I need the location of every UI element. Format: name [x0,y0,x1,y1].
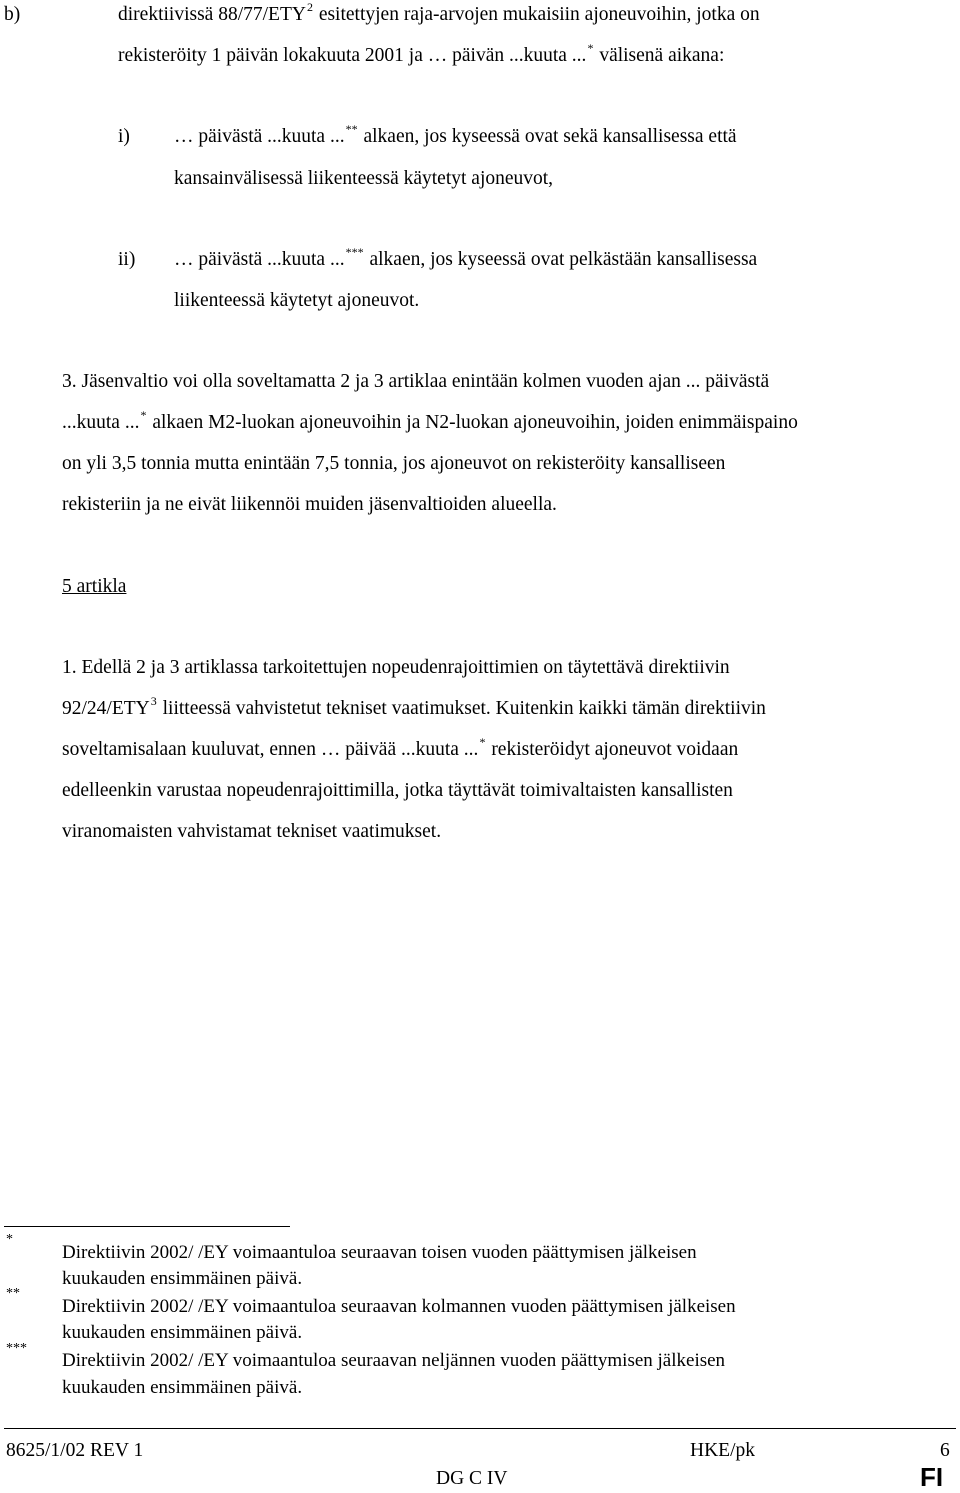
para-1-line-3: soveltamisalaan kuuluvat, ennen … päivää ...kuuta ...* rekisteröidyt ajoneuvot voidaan [62,735,739,760]
section-b-line-1: direktiivissä 88/77/ETY$^2$ esitettyjen raja-arvojen mukaisiin ajoneuvoihin, jotka on [118,0,760,25]
footer-doc-ref: 8625/1/02 REV 1 [6,1440,144,1461]
para-3-line-2: ...kuuta ...* alkaen M2-luokan ajoneuvoihin ja N2-luokan ajoneuvoihin, joiden enimmäispaino [62,408,798,433]
para-1-line-5: viranomaisten vahvistamat tekniset vaatimukset. [62,821,442,842]
item-i-line-2: kansainvälisessä liikenteessä käytetyt ajoneuvot, [174,168,554,189]
para-1-line-4: edelleenkin varustaa nopeudenrajoittimilla, jotka täyttävät toimivaltaisten kansallisten [62,780,733,801]
footer-rule [4,1428,956,1429]
footer-page-number: 6 [940,1440,950,1461]
footnote-1-mark: * [6,1232,13,1247]
section-b-label: b) [4,4,21,25]
para-3-line-4: rekisteriin ja ne eivät liikennöi muiden jäsenvaltioiden alueella. [62,494,557,515]
item-i-label: i) [118,126,130,147]
item-ii-line-1: … päivästä ...kuuta ...*** alkaen, jos kyseessä ovat pelkästään kansallisessa [174,245,758,270]
item-ii-label: ii) [118,249,136,270]
footnote-3-line-1: Direktiivin 2002/ /EY voimaantuloa seuraavan neljännen vuoden päättymisen jälkeisen [62,1350,726,1371]
footnote-2-line-1: Direktiivin 2002/ /EY voimaantuloa seuraavan kolmannen vuoden päättymisen jälkeisen [62,1296,736,1317]
article-5-heading: 5 artikla [62,576,127,597]
para-1-line-1: 1. Edellä 2 ja 3 artiklassa tarkoitettujen nopeudenrajoittimien on täytettävä direktiivin [62,657,730,678]
para-3-line-1: 3. Jäsenvaltio voi olla soveltamatta 2 ja 3 artiklaa enintään kolmen vuoden ajan ... päivästä [62,371,770,392]
item-ii-line-2: liikenteessä käytetyt ajoneuvot. [174,290,420,311]
item-i-line-1: … päivästä ...kuuta ...** alkaen, jos kyseessä ovat sekä kansallisessa että [174,122,737,147]
footnote-3-line-2: kuukauden ensimmäinen päivä. [62,1377,303,1398]
para-1-line-2: 92/24/ETY$^3$ liitteessä vahvistetut tekniset vaatimukset. Kuitenkin kaikki tämän direktiivin [62,694,766,719]
footer-language: FI [920,1462,944,1492]
footnote-1-line-2: kuukauden ensimmäinen päivä. [62,1268,303,1289]
footnote-1-line-1: Direktiivin 2002/ /EY voimaantuloa seuraavan toisen vuoden päättymisen jälkeisen [62,1242,697,1263]
footnote-3-mark: *** [6,1341,27,1356]
section-b-line-2: rekisteröity 1 päivän lokakuuta 2001 ja … päivän ...kuuta ...* välisenä aikana: [118,41,725,66]
footnote-2-line-2: kuukauden ensimmäinen päivä. [62,1322,303,1343]
footer-initials: HKE/pk [690,1440,755,1461]
footnote-separator [4,1226,290,1227]
para-3-line-3: on yli 3,5 tonnia mutta enintään 7,5 tonnia, jos ajoneuvot on rekisteröity kansalliseen [62,453,726,474]
footnote-2-mark: ** [6,1286,20,1301]
footer-dg: DG C IV [436,1468,508,1489]
